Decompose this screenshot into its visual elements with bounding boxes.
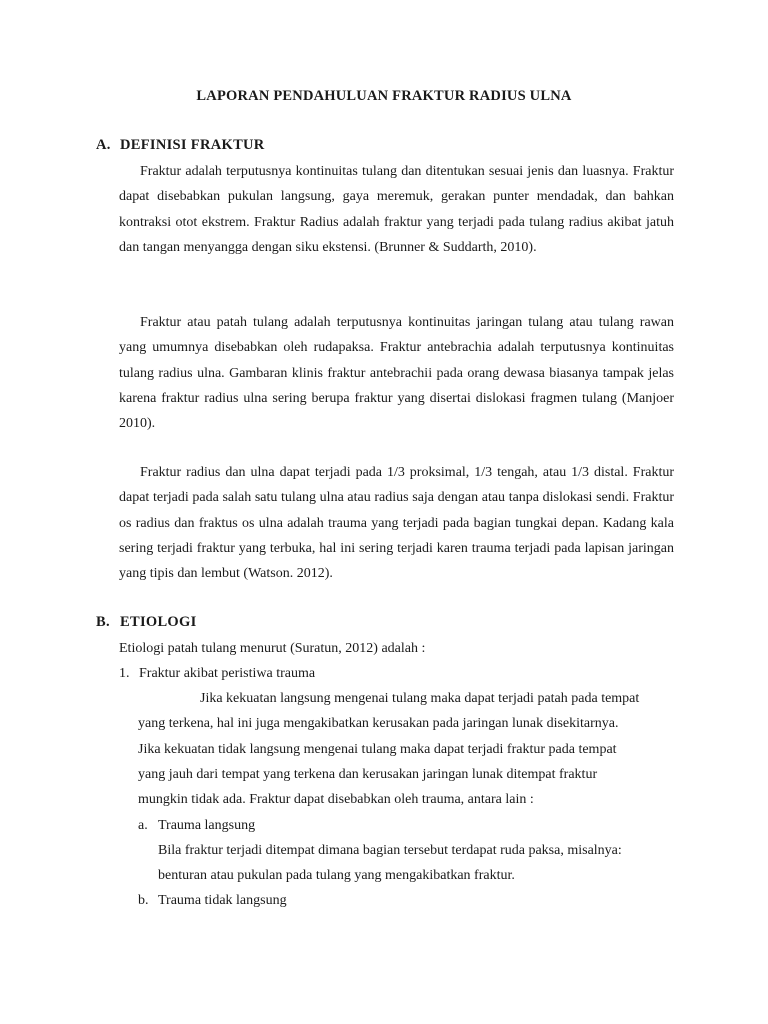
etiologi-intro: Etiologi patah tulang menurut (Suratun, 2012) adalah : [119,641,426,656]
section-a-letter: A. [96,137,111,153]
sub-item-b-label: Trauma tidak langsung [158,893,287,908]
body-line: mungkin tidak ada. Fraktur dapat disebabkan oleh trauma, antara lain : [138,792,534,808]
document-title: LAPORAN PENDAHULUAN FRAKTUR RADIUS ULNA [196,88,572,104]
sub-item-b [138,888,287,913]
list-item-1 [119,661,315,686]
body-line: benturan atau pukulan pada tulang yang mengakibatkan fraktur. [158,868,515,884]
body-line: yang terkena, hal ini juga mengakibatkan kerusakan pada jaringan lunak disekitarnya. [138,716,619,732]
section-a-paragraph-3: Fraktur radius dan ulna dapat terjadi pada 1/3 proksimal, 1/3 tengah, atau 1/3 distal. Fraktur dapat terjadi pada salah satu tulang ulna atau radius saja dengan atau tanpa dislokasi sendi. Fraktur os radius dan fraktus os ulna adalah trauma yang terjadi pada bagian tungkai depan. Kadang kala sering terjadi fraktur yang terbuka, hal ini sering terjadi karen trauma terjadi pada lapisan jaringan yang tipis dan lembut (Watson. 2012). [119,465,674,582]
sub-item-a-body [158,838,678,889]
section-b-letter: B. [96,614,110,630]
section-a-heading [96,137,265,154]
section-b-title: ETIOLOGI [120,614,197,630]
body-line: Jika kekuatan langsung mengenai tulang maka dapat terjadi patah pada tempat [200,691,640,706]
sub-item-a [138,813,255,838]
section-b-heading [96,614,197,631]
body-line: Bila fraktur terjadi ditempat dimana bagian tersebut terdapat ruda paksa, misalnya: [158,843,622,858]
list-item-1-number: 1. [119,666,130,681]
body-line: Jika kekuatan tidak langsung mengenai tulang maka dapat terjadi fraktur pada tempat [138,741,617,757]
body-line: yang jauh dari tempat yang terkena dan kerusakan jaringan lunak ditempat fraktur [138,766,598,782]
sub-item-a-label: Trauma langsung [158,818,256,833]
list-item-1-label: Fraktur akibat peristiwa trauma [139,666,316,681]
sub-item-b-letter: b. [138,893,149,908]
section-a-paragraph-2: Fraktur atau patah tulang adalah terputusnya kontinuitas jaringan tulang atau tulang rawan yang umumnya disebabkan oleh rudapaksa. Fraktur antebrachia adalah terputusnya kontinuitas tulang radius ulna. Gambaran klinis fraktur antebrachii pada orang dewasa biasanya tampak jelas karena fraktur radius ulna sering berupa fraktur yang disertai dislokasi fragmen tulang (Manjoer 2010). [119,315,674,432]
sub-item-a-letter: a. [138,818,148,833]
section-a-title: DEFINISI FRAKTUR [120,137,265,153]
section-a-paragraph-1: Fraktur adalah terputusnya kontinuitas tulang dan ditentukan sesuai jenis dan luasnya. Fraktur dapat disebabkan pukulan langsung, gaya meremuk, gerakan punter mendadak, dan bahkan kontraksi otot ekstrem. Fraktur Radius adalah fraktur yang terjadi pada tulang radius akibat jatuh dan tangan menyangga dengan siku ekstensi. (Brunner & Suddarth, 2010). [119,164,674,255]
list-item-1-body [138,686,678,812]
